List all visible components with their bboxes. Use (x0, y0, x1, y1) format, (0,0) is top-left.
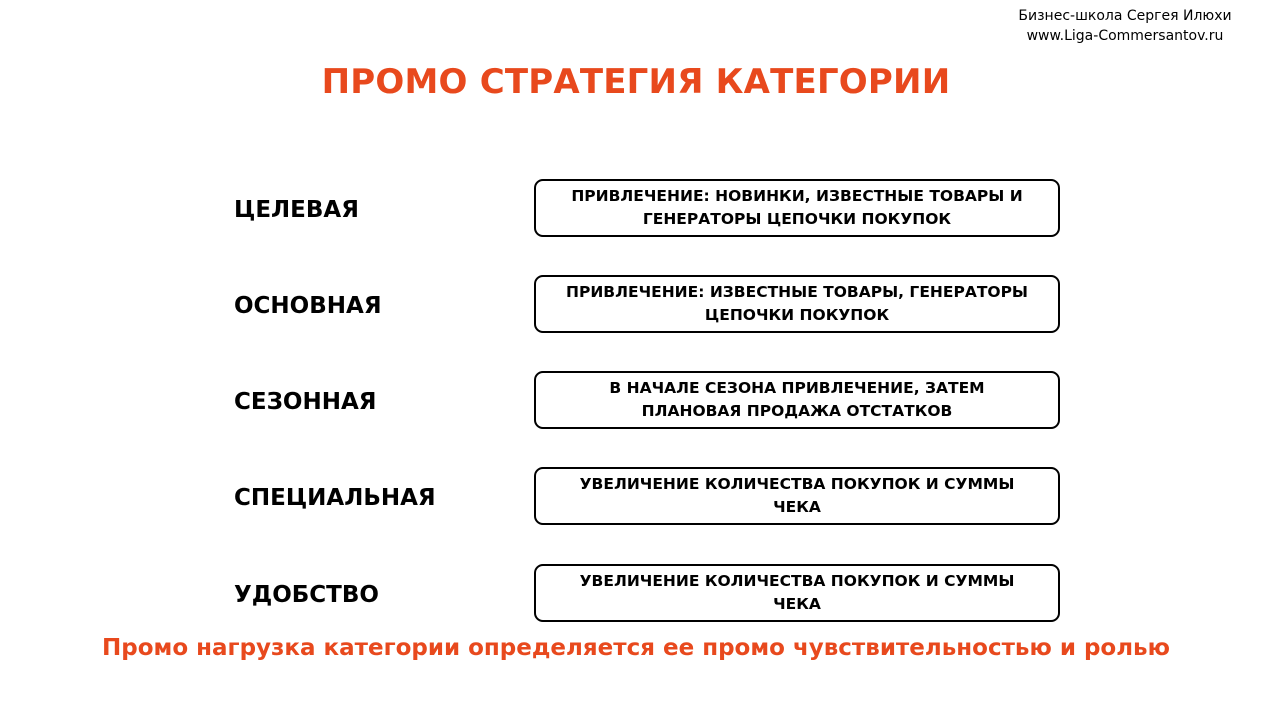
strategy-label: ЦЕЛЕВАЯ (234, 197, 359, 223)
strategy-description-line: ПРИВЛЕЧЕНИЕ: ИЗВЕСТНЫЕ ТОВАРЫ, ГЕНЕРАТОРЫ (566, 283, 1028, 301)
strategy-description-line: ЧЕКА (773, 595, 821, 613)
strategy-description-box (534, 564, 1060, 622)
strategy-description-line: В НАЧАЛЕ СЕЗОНА ПРИВЛЕЧЕНИЕ, ЗАТЕМ (609, 379, 985, 397)
strategy-description-line: УВЕЛИЧЕНИЕ КОЛИЧЕСТВА ПОКУПОК И СУММЫ (579, 475, 1015, 493)
strategy-row-seasonal (234, 371, 1064, 433)
strategy-label: СПЕЦИАЛЬНАЯ (234, 485, 436, 511)
strategy-description-line: ПЛАНОВАЯ ПРОДАЖА ОТСТАТКОВ (641, 402, 953, 420)
strategy-description-box (534, 371, 1060, 429)
strategy-description-box (534, 179, 1060, 237)
strategy-row-special (234, 467, 1064, 529)
strategy-label: ОСНОВНАЯ (234, 293, 382, 319)
strategy-row-main (234, 275, 1064, 337)
brand-url: www.Liga-Commersantov.ru (1026, 28, 1224, 44)
strategy-description-line: УВЕЛИЧЕНИЕ КОЛИЧЕСТВА ПОКУПОК И СУММЫ (579, 572, 1015, 590)
strategy-label: УДОБСТВО (234, 582, 379, 608)
strategy-description-box (534, 275, 1060, 333)
strategy-label: СЕЗОННАЯ (234, 389, 377, 415)
strategy-row-convenience (234, 564, 1064, 626)
strategy-description-line: ЦЕПОЧКИ ПОКУПОК (704, 306, 890, 324)
strategy-description-line: ПРИВЛЕЧЕНИЕ: НОВИНКИ, ИЗВЕСТНЫЕ ТОВАРЫ И (571, 187, 1023, 205)
strategy-description-line: ГЕНЕРАТОРЫ ЦЕПОЧКИ ПОКУПОК (642, 210, 952, 228)
slide-title: ПРОМО СТРАТЕГИЯ КАТЕГОРИИ (321, 62, 951, 102)
brand-name: Бизнес-школа Сергея Илюхи (1018, 8, 1232, 24)
strategy-row-target (234, 179, 1064, 241)
strategy-description-box (534, 467, 1060, 525)
brand-block (1010, 6, 1240, 46)
strategy-description-line: ЧЕКА (773, 498, 821, 516)
footer-note: Промо нагрузка категории определяется ее промо чувствительностью и ролью (102, 635, 1170, 661)
